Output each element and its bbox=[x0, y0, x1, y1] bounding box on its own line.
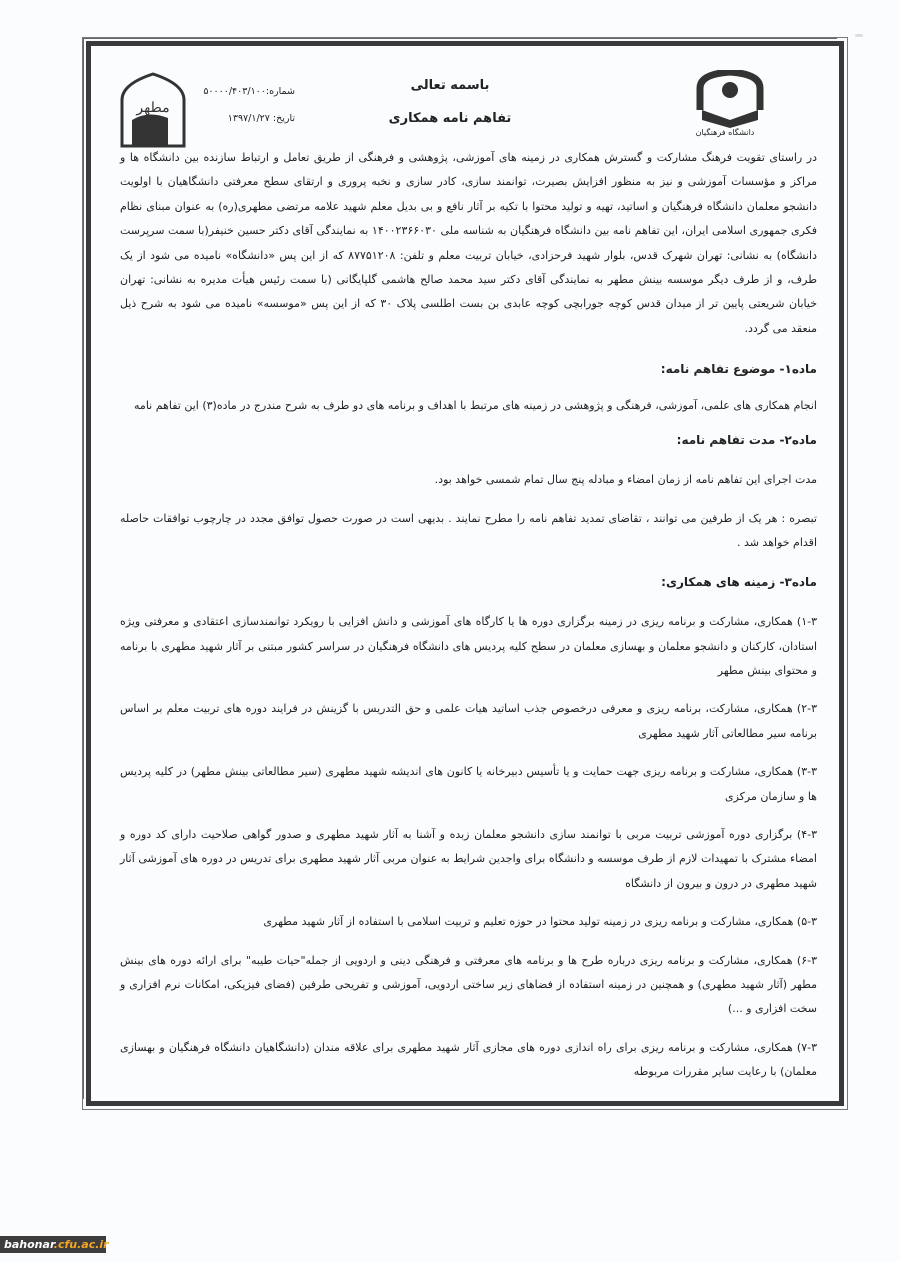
article-3-item-3: ۳-۳) همکاری، مشارکت و برنامه ریزی جهت حمایت و یا تأسیس دبیرخانه یا کانون های اندیشه شهید مطهری (سیر مطالعاتی بینش مطهر) در کلیه پردیس ها و سازمان مرکزی bbox=[120, 765, 817, 803]
article-3-title: ماده۳- زمینه های همکاری: bbox=[661, 574, 817, 589]
document-title: تفاهم نامه همکاری bbox=[388, 111, 512, 126]
intro-paragraph: در راستای تقویت فرهنگ مشارکت و گسترش همکاری در زمینه های آموزشی، پژوهشی و فرهنگی از طریق تعامل و ارتباط سازنده بین دانشگاه ها و مراکز و مؤسسات آموزشی و نیز به منظور افزایش بصیرت، توانمند سازی، کادر سازی و نخبه پروری و ارتقای سطح معرفتی دانشگاهیان با اولویت دانشجو معلمان دانشگاه فرهنگیان و اساتید، تهیه و تولید محتوا با تکیه بر آثار نافع و بی بدیل معلم شهید علامه مرتضی مطهری(ره) به عنوان مبنای نظام فکری جمهوری اسلامی ایران، این تفاهم نامه بین دانشگاه فرهنگیان به شناسه ملی ۱۴۰۰۲۳۶۶۰۳۰ به نمایندگی آقای دکتر حسین خنیفر(با سمت سرپرست دانشگاه) به نشانی: تهران شهرک قدس، بلوار شهید فرحزادی، خیابان تربیت معلم و تلفن: ۸۷۷۵۱۲۰۸ که از این پس «دانشگاه» نامیده می شود از یک طرف، و از طرف دیگر موسسه بینش مطهر به نمایندگی آقای دکتر سید محمد صالح هاشمی گلپایگانی (با سمت رئیس هیأت مدیره به نشانی: تهران خیابان شریعتی پایین تر از میدان قدس کوچه جورابچی کوچه عابدی بن بست اطلسی پلاک ۳۰ که از این پس «موسسه» نامیده می شود به شرح ذیل منعقد می گردد. bbox=[120, 151, 817, 335]
article-3-item-2: ۲-۳) همکاری، مشارکت، برنامه ریزی و معرفی درخصوص جذب اساتید هیات علمی و حق التدریس با گزینش در فرایند دوره های تربیت معلم بر اساس برنامه سیر مطالعاتی آثار شهید مطهری bbox=[120, 702, 817, 740]
svg-text:مطهر: مطهر bbox=[136, 100, 170, 116]
site-watermark: bahonar.cfu.ac.ir bbox=[0, 1236, 106, 1253]
university-logo-caption: دانشگاه فرهنگیان bbox=[695, 128, 755, 137]
article-3-item-5: ۵-۳) همکاری، مشارکت و برنامه ریزی در زمینه تولید محتوا در حوزه تعلیم و تربیت اسلامی با استفاده از آثار شهید مطهری bbox=[263, 915, 817, 929]
letter-number: شماره:۵۰۰۰۰/۴۰۳/۱۰۰ bbox=[203, 86, 295, 97]
binesh-motahar-logo bbox=[118, 70, 188, 148]
article-2-text: مدت اجرای این تفاهم نامه از زمان امضاء و مبادله پنج سال تمام شمسی خواهد بود. bbox=[434, 473, 817, 487]
article-3-item-7: ۷-۳) همکاری، مشارکت و برنامه ریزی برای راه اندازی دوره های مجازی آثار شهید مطهری برای علاقه مندان (دانشگاهیان دانشگاه فرهنگیان و بهسازی معلمان) با رعایت سایر مقررات مربوطه bbox=[120, 1040, 817, 1079]
article-3-item-4: ۴-۳) برگزاری دوره آموزشی تربیت مربی با توانمند سازی دانشجو معلمان زبده و آشنا به آثار شهید مطهری و صدور گواهی صلاحیت دارای کد دوره و امضاء مشترک با تمهیدات لازم از طرف موسسه و دانشگاه برای واجدین شرایط به عنوان مربی آثار شهید مطهری برای تدریس در دوره های آموزشی آثار شهید مطهری در درون و بیرون از دانشگاه bbox=[120, 827, 817, 890]
invocation: باسمه تعالی bbox=[410, 78, 490, 93]
article-2-title: ماده۲- مدت تفاهم نامه: bbox=[676, 433, 817, 448]
article-3-item-1: ۱-۳) همکاری، مشارکت و برنامه ریزی در زمینه برگزاری دوره ها یا کارگاه های آموزشی و دانش افزایی با رویکرد توانمندسازی اعتقادی و معرفتی ویژه استادان، کارکنان و دانشجو معلمان و بهسازی معلمان در سطح کلیه پردیس های دانشگاه فرهنگیان در سراسر کشور مبتنی بر آثار شهید مطهری با برنامه و محتوای بینش مطهر bbox=[120, 615, 817, 677]
article-2-note: تبصره : هر یک از طرفین می توانند ، تقاضای تمدید تفاهم نامه را مطرح نمایند . بدیهی است در صورت حصول توافق مجدد در چارچوب توافقات حاصله اقدام خواهد شد . bbox=[120, 511, 817, 550]
letter-date: تاریخ: ۱۳۹۷/۱/۲۷ bbox=[227, 113, 295, 124]
document-body bbox=[120, 146, 817, 1085]
article-3-item-6: ۶-۳) همکاری، مشارکت و برنامه ریزی درباره طرح ها و برنامه های معرفتی و فرهنگی دینی و اردویی از جمله"حیات طیبه" برای ارائه دوره های بینش مطهر (آثار شهید مطهری) و همچنین در زمینه استفاده از فضاهای زیر ساختی اردویی، آموزشی و تفریحی طرفین (فضای فیزیکی، امکانات نرم افزاری و سخت افزاری و ...) bbox=[120, 953, 817, 1016]
article-1-title: ماده۱- موضوع تفاهم نامه: bbox=[660, 362, 817, 377]
article-1-text: انجام همکاری های علمی، آموزشی، فرهنگی و پژوهشی در زمینه های مرتبط با اهداف و برنامه های دو طرف به شرح مندرج در ماده(۳) این تفاهم نامه bbox=[134, 398, 817, 412]
scan-speck bbox=[855, 34, 863, 37]
